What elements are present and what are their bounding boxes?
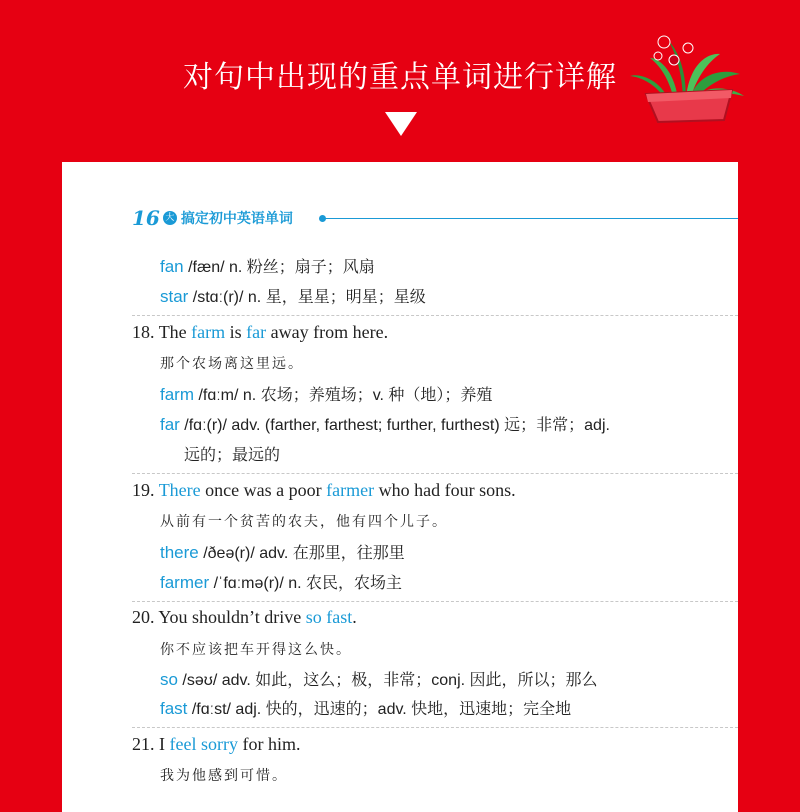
- book-badge-icon: 大: [163, 211, 177, 225]
- sentence-number: 18.: [132, 322, 159, 342]
- meaning: 快地，迅速地；完全地: [406, 701, 572, 718]
- sentence-text: is: [225, 322, 247, 342]
- section-divider: [132, 473, 738, 474]
- sentence-19: [132, 480, 516, 501]
- vocab-word: fan: [160, 257, 184, 276]
- phonetic: /fæn/: [183, 259, 229, 276]
- sentence-number: 21. I: [132, 734, 170, 754]
- sentence-text: .: [352, 607, 357, 627]
- part-of-speech: conj.: [431, 672, 466, 689]
- page-number: 16: [132, 206, 160, 230]
- down-arrow-icon: [385, 112, 417, 136]
- keyword-there: There: [158, 480, 201, 500]
- vocab-entry-farm: [160, 382, 492, 405]
- part-of-speech: v.: [372, 387, 384, 404]
- vocab-entry-fan: [160, 254, 375, 277]
- sentence-text: The: [158, 322, 192, 342]
- banner-title: 对句中出现的重点单词进行详解: [183, 60, 617, 95]
- sentence-number: 19.: [132, 480, 159, 500]
- part-of-speech: n.: [242, 387, 257, 404]
- vocab-word: farmer: [160, 573, 210, 592]
- keyword-farm: farm: [191, 322, 226, 342]
- book-page: [62, 162, 738, 812]
- part-of-speech: adv.: [221, 672, 251, 689]
- potted-plant-icon: [628, 28, 746, 124]
- meaning: 农民，农场主: [301, 575, 403, 592]
- vocab-word: farm: [160, 385, 194, 404]
- vocab-entry-far: [160, 412, 610, 435]
- phonetic: /ðeə(r)/: [198, 545, 260, 562]
- keyword-far: far: [246, 322, 267, 342]
- vocab-entry-farmer: [160, 570, 402, 593]
- part-of-speech: adv.: [377, 701, 407, 718]
- vocab-word: fast: [160, 699, 188, 718]
- meaning: 如此，这么；极，非常；: [250, 672, 432, 689]
- part-of-speech: adv.: [231, 417, 261, 434]
- section-divider: [132, 315, 738, 316]
- sentence-18: [132, 322, 388, 343]
- translation-21: 我为他感到可惜。: [160, 768, 288, 784]
- sentence-text: away from here.: [266, 322, 389, 342]
- phonetic: /ˈfɑːmə(r)/: [209, 575, 289, 592]
- vocab-entry-star: [160, 284, 426, 307]
- meaning: 星，星星；明星；星级: [261, 289, 426, 306]
- translation-18: 那个农场离这里远。: [160, 356, 304, 372]
- translation-20: 你不应该把车开得这么快。: [160, 642, 352, 658]
- translation-19: 从前有一个贫苦的农夫，他有四个儿子。: [160, 514, 448, 530]
- section-divider: [132, 601, 738, 602]
- vocab-entry-there: [160, 540, 405, 563]
- keyword-feel-sorry: feel sorry: [169, 734, 238, 754]
- meaning: 粉丝；扇子；风扇: [242, 259, 375, 276]
- keyword-farmer: farmer: [326, 480, 375, 500]
- sentence-21: [132, 734, 300, 755]
- sentence-20: [132, 607, 357, 628]
- vocab-entry-far-continued: 远的；最远的: [184, 447, 281, 464]
- phonetic: /fɑːm/: [194, 387, 243, 404]
- vocab-word: star: [160, 287, 189, 306]
- sentence-text: once was a poor: [200, 480, 327, 500]
- sentence-text: for him.: [237, 734, 301, 754]
- vocab-entry-fast: [160, 696, 571, 719]
- meaning: 在那里，往那里: [288, 545, 405, 562]
- sentence-text: You shouldn’t drive: [158, 607, 306, 627]
- part-of-speech: n.: [229, 259, 243, 276]
- part-of-speech: adv.: [259, 545, 289, 562]
- sentence-number: 20.: [132, 607, 159, 627]
- meaning: 因此，所以；那么: [465, 672, 598, 689]
- vocab-word: so: [160, 670, 178, 689]
- book-title: 搞定初中英语单词: [180, 211, 293, 227]
- meaning: 种（地）；养殖: [383, 387, 493, 404]
- phonetic: /stɑː(r)/: [188, 289, 248, 306]
- page-header: [132, 206, 293, 230]
- part-of-speech: n.: [247, 289, 262, 306]
- meaning: (farther, farthest; further, furthest) 远；非常；: [260, 417, 585, 434]
- phonetic: /səʊ/: [177, 672, 222, 689]
- vocab-word: there: [160, 543, 199, 562]
- phonetic: /fɑː(r)/: [179, 417, 232, 434]
- meaning: 农场；养殖场；: [256, 387, 373, 404]
- part-of-speech: adj.: [584, 417, 610, 434]
- part-of-speech: adj.: [235, 701, 262, 718]
- meaning: 快的，迅速的；: [261, 701, 378, 718]
- vocab-entry-so: [160, 667, 598, 690]
- phonetic: /fɑːst/: [187, 701, 236, 718]
- sentence-text: who had four sons.: [374, 480, 516, 500]
- keyword-so-fast: so fast: [305, 607, 353, 627]
- vocab-word: far: [160, 415, 180, 434]
- part-of-speech: n.: [288, 575, 302, 592]
- header-rule: [324, 218, 738, 219]
- section-divider: [132, 727, 738, 728]
